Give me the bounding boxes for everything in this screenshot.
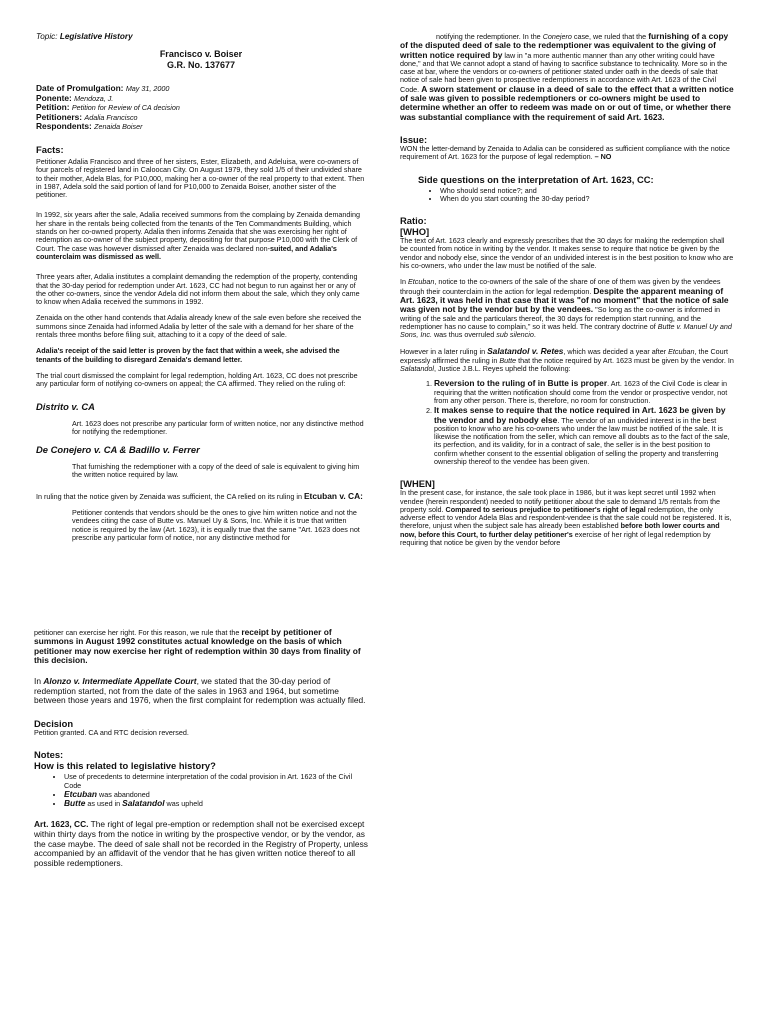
notes-question: How is this related to legislative history? (34, 760, 216, 772)
who-p2-in: In (400, 277, 406, 287)
promulgation-label: Date of Promulgation: (36, 83, 124, 93)
facts-paragraph-1: Petitioner Adalia Francisco and three of her sisters, Ester, Elizabeth, and Adeluisa, were co-owners of four parcels of registered land in Caloocan City. On August 1979, they sold 1/5 of their undivided share to their mother, Adela Blas, for P10,000, making her a co-owner of the real property to that extent. Then in 1987, Adela sold the said portion of land for P10,000 to Zenaida Boiser, another sister of the petitioner. (36, 156, 365, 200)
ruling-2-bold: It makes sense to require that the notice required in Art. 1623 be given by the vendor and by nobody else (434, 405, 726, 425)
right-top-a: notifying the redemptioner. In the (436, 32, 541, 41)
petition-value: Petition for Review of CA decision (71, 103, 180, 113)
petitioners-label: Petitioners: (36, 111, 83, 122)
who-heading: [WHO] (400, 226, 430, 238)
petition-row (36, 103, 366, 113)
issue-paragraph (400, 145, 734, 162)
promulgation-row (36, 84, 366, 94)
etcuban-intro (36, 492, 366, 501)
topic-line (36, 32, 366, 41)
who-p2-sub-silencio: sub silencio (496, 330, 534, 340)
respondents-label: Respondents: (36, 121, 92, 132)
right-top-conejero: Conejero (542, 32, 572, 41)
who-p3-salatandol-2: Salatandol (400, 364, 434, 374)
side-questions-list (400, 187, 734, 204)
issue-heading: Issue: (400, 133, 428, 145)
conejero-quote: That furnishing the redemptioner with a copy of the deed of sale is equivalent to giving him the written notice required by law. (72, 462, 360, 480)
respondents-value: Zenaida Boiser (94, 122, 143, 132)
right-column (400, 32, 734, 547)
case-gr-number: G.R. No. 137677 (166, 59, 236, 70)
issue-text: WON the letter-demand by Zenaida to Adalia can be considered as sufficient compliance with the notice requirement of Art. 1623 for the purpose of legal redemption. (400, 143, 730, 162)
when-b: redemption, the only adverse effect to vendor Adela Blas and respondent-vendee is that the sale could not be registered. It is, therefore, unjust when the subject sale has already been established (400, 504, 732, 531)
ponente-row (36, 94, 366, 104)
ponente-label: Ponente: (36, 92, 72, 103)
facts-paragraph-6: The trial court dismissed the complaint for legal redemption, holding Art. 1623, CC does not prescribe any particular form of notifying co-owners on appeal; the CA affirmed. They relied on the ruling of: (36, 370, 358, 389)
who-p3-e: , Justice J.B.L. Reyes upheld the following: (433, 364, 571, 374)
who-p3-etcuban: Etcuban (668, 347, 695, 357)
when-c: exercise of her right of legal redemption by requiring that notice be given by the vendor before (400, 529, 711, 548)
right-top-paragraph (400, 32, 734, 122)
ruling-item (434, 406, 734, 466)
summons-paragraph (34, 628, 368, 665)
when-bold-1: Compared to serious prejudice to petitioner's right of legal (445, 504, 646, 514)
article-1623-label: Art. 1623, CC. (34, 819, 89, 830)
notes-item: • Use of precedents to determine interpretation of the codal provision in Art. 1623 of the Civil Code (64, 773, 368, 790)
etcuban-colon: : (360, 490, 363, 501)
right-top-b: case, we ruled that the (573, 32, 647, 41)
article-1623-text: The right of legal pre-emption or redemption shall not be exercised except within thirty days from the notice in writing by the prospective vendor, or by the vendor, as the case maybe. The deed of sale shall not be recorded in the Registry of Property, unless accompanied by an affidavit of the vendor that he has given written notice thereof to all possible redemptioners. (34, 819, 368, 868)
who-p2-c: was thus overruled (433, 330, 495, 340)
issue-answer: – NO (592, 152, 612, 162)
facts-paragraph-2 (36, 211, 366, 261)
facts-paragraph-2-bold: suited, and Adalia's counterclaim was dismissed as well. (36, 243, 337, 261)
alonzo-case-name: Alonzo v. Intermediate Appellate Court (43, 676, 197, 687)
who-p3-c: , the Court expressly affirmed the ruling in (400, 347, 729, 365)
facts-paragraph-4: Zenaida on the other hand contends that Adalia already knew of the sale even before she received the summons since Zenaida had informed Adalia by letter of the sale with a demand for her share of the rentals three months before filing suit, attaching to it a copy of the deed of sale. (36, 313, 362, 340)
distrito-quote: Art. 1623 does not prescribe any particular form of written notice, nor any distinctive method for notifying the redemptioner. (72, 418, 364, 436)
who-p2-butte: Butte v. Manuel Uy and Sons, Inc. (400, 321, 732, 340)
who-paragraph-2 (400, 278, 734, 339)
right-top-bold-2: A sworn statement or clause in a deed of sale to the effect that a written notice of sale was given to possible redemptioners or co-owners might be used to determine whether an offer to redeem was made on or out of time, or whether there was substantial compliance with the requirement of said Art. 1623. (400, 83, 734, 122)
notes-item-text: was upheld (164, 799, 203, 809)
side-questions-heading: Side questions on the interpretation of Art. 1623, CC: (418, 173, 654, 185)
topic-label: Topic: (36, 32, 58, 41)
facts-paragraph-5: Adalia's receipt of the said letter is proven by the fact that within a week, she advised the tenants of the building to disregard Zenaida's demand letter. (36, 346, 340, 364)
summons-bold: receipt by petitioner of summons in August 1992 constitutes actual knowledge on the basis of which petitioner may now exercise her right of redemption within 30 days from finality of this decision. (34, 627, 361, 665)
alonzo-in: In (34, 676, 41, 687)
decision-heading: Decision (34, 717, 74, 729)
summons-text: petitioner can exercise her right. For this reason, we rule that the (34, 628, 240, 637)
alonzo-text: , we stated that the 30-day period of redemption started, not from the date of the sales in 1963 and 1964, but sometime between those years and 1976, when the first complaint for redemption was actually filed. (34, 676, 366, 706)
right-top-c: law in "a more authentic manner than any other writing could have done," and that We cannot adopt a stand of having to sacrifice substance to technicality. More so in the case at bar, where the vendors or co-owners of petitioner stated under oath in the deeds of sale that notice of sale had been given to prospective redemptioners in accordance with Art. 1623 of the Civil Code. (400, 50, 728, 94)
facts-heading: Facts: (36, 143, 64, 155)
who-paragraph-1: The text of Art. 1623 clearly and expressly prescribes that the 30 days for making the redemption shall be counted from notice in writing by the vendor. It makes sense to require that notice be given by the vendor and nobody else, since the vendor of an undivided interest is in the best position to know who are his co-owners, who under the law must be notified of the sale. (400, 236, 734, 271)
when-heading: [WHEN] (400, 478, 435, 490)
who-p2-b: "So long as the co-owner is informed in writing of the sale and the particulars thereof, the 30 days for redemption start running, and the redemptioner has no cause to complain," so it was held. The contrary doctrine of (400, 305, 720, 331)
who-p3-b: , which was decided a year after (563, 347, 667, 357)
ruling-2-text: . The vendor of an undivided interest is in the best position to know who are his co-owners who under the law must be notified of the sale. It is likewise the notification from the seller, which can remove all doubts as to the fact of the sale, its perfection, and its validity, for in a contract of sale, the seller is in the best position to confirm whether consent to the essential obligation of selling the property and transferring ownership thereof to the vendee has been given. (434, 415, 730, 466)
notes-item (64, 790, 368, 799)
who-p2-a: , notice to the co-owners of the sale of the share of one of them was given by the vendees through their counterclaim in the action for legal redemption. (400, 277, 721, 296)
notes-item-text: was abandoned (97, 789, 150, 799)
notes-heading: Notes: (34, 749, 64, 761)
etcuban-case-name: Etcuban v. CA (303, 490, 361, 501)
who-p3-salatandol: Salatandol v. Retes (487, 346, 564, 357)
when-bold-2: before both lower courts and now, before this Court, to further delay petitioner's (400, 521, 720, 539)
left-column-top (36, 32, 366, 542)
decision-text: Petition granted. CA and RTC decision reversed. (34, 727, 189, 737)
notes-etcuban: Etcuban (64, 788, 98, 799)
left-column-bottom (34, 628, 368, 868)
who-p2-end: . (533, 330, 536, 340)
case-meta (36, 84, 366, 132)
etcuban-intro-text: In ruling that the notice given by Zenaida was sufficient, the CA relied on its ruling in (36, 491, 302, 501)
ratio-heading: Ratio: (400, 215, 427, 227)
notes-item (64, 799, 368, 808)
topic-value: Legislative History (59, 32, 133, 41)
salatandol-rulings-list (400, 379, 734, 466)
alonzo-paragraph (34, 677, 368, 706)
petition-label: Petition: (36, 102, 70, 113)
ruling-item (434, 379, 734, 405)
case-title: Francisco v. Boiser (159, 49, 243, 59)
facts-paragraph-2-text: In 1992, six years after the sale, Adalia received summons from the complaing by Zenaida demanding her share in the rentals being collected from the tenants of the Ten Commandments Building, which stands on her co-owned property. Adalia then informs Zenaida that she was exercising her right of redemption as co-owner of the subject property, depositing for that purpose P10,000 with the Clerk of Court. The case was however dismissed after Zenaida was declared non- (36, 210, 361, 253)
who-p3-butte: Butte (499, 355, 517, 365)
distrito-heading: Distrito v. CA (36, 400, 95, 412)
facts-paragraph-3: Three years after, Adalia institutes a complaint demanding the redemption of the property, contending that the 30-day period for redemption under Art. 1623, CC had not begun to run against her or any of the other co-owners, since the vendor Adela did not inform them about the sale, which they only came to know when Adalia received the summons in 1992. (36, 272, 360, 307)
conejero-heading: De Conejero v. CA & Badillo v. Ferrer (36, 444, 200, 456)
who-p2-etcuban: Etcuban (408, 277, 435, 287)
when-a: In the present case, for instance, the sale took place in 1986, but it was kept secret until 1992 when vendee (herein respondent) needed to notify petitioner about the sale to demand 1/5 rentals from the property sold. (400, 488, 721, 514)
notes-salatandol: Salatandol (122, 798, 165, 809)
side-question-item: • When do you start counting the 30-day period? (440, 195, 734, 203)
article-1623-paragraph (34, 820, 368, 868)
etcuban-quote: Petitioner contends that vendors should be the ones to give him written notice and not the vendees citing the case of Butte vs. Manuel Uy & Sons, Inc. While it is true that written notice is required by the law (Art. 1623), it is equally true that the same "Art. 1623 does not prescribe any particular form of notice, nor any distinctive method for (72, 507, 360, 542)
ponente-value: Mendoza, J. (74, 93, 114, 103)
who-p2-bold: Despite the apparent meaning of Art. 1623, it was held in that case that it was "of no moment" that the notice of sale was given not by the vendor but by the vendees. (400, 285, 729, 315)
ruling-1-text: . Art. 1623 of the Civil Code is clear in requiring that the written notification should come from the vendor or prospective vendor, not from any other person. There is, therefore, no room for construction. (434, 379, 728, 405)
who-paragraph-3 (400, 347, 734, 373)
promulgation-value: May 31, 2000 (125, 84, 170, 93)
petitioners-value: Adalia Francisco (84, 112, 138, 122)
ruling-1-bold: Reversion to the ruling of in Butte is proper (434, 378, 608, 389)
respondents-row (36, 122, 366, 132)
who-p3-d: that the notice required by Art. 1623 must be given by the vendor. In (518, 355, 734, 365)
when-paragraph (400, 489, 734, 547)
notes-list (34, 773, 368, 808)
right-top-bold-1: furnishing of a copy of the disputed deed of sale to the redemptioner was equivalent to the giving of written notice required by (400, 31, 729, 60)
who-p3-a: However in a later ruling in (400, 347, 486, 357)
notes-butte: Butte (64, 798, 86, 809)
side-question-item: • Who should send notice?; and (440, 187, 734, 195)
notes-item-text: as used in (85, 799, 123, 809)
